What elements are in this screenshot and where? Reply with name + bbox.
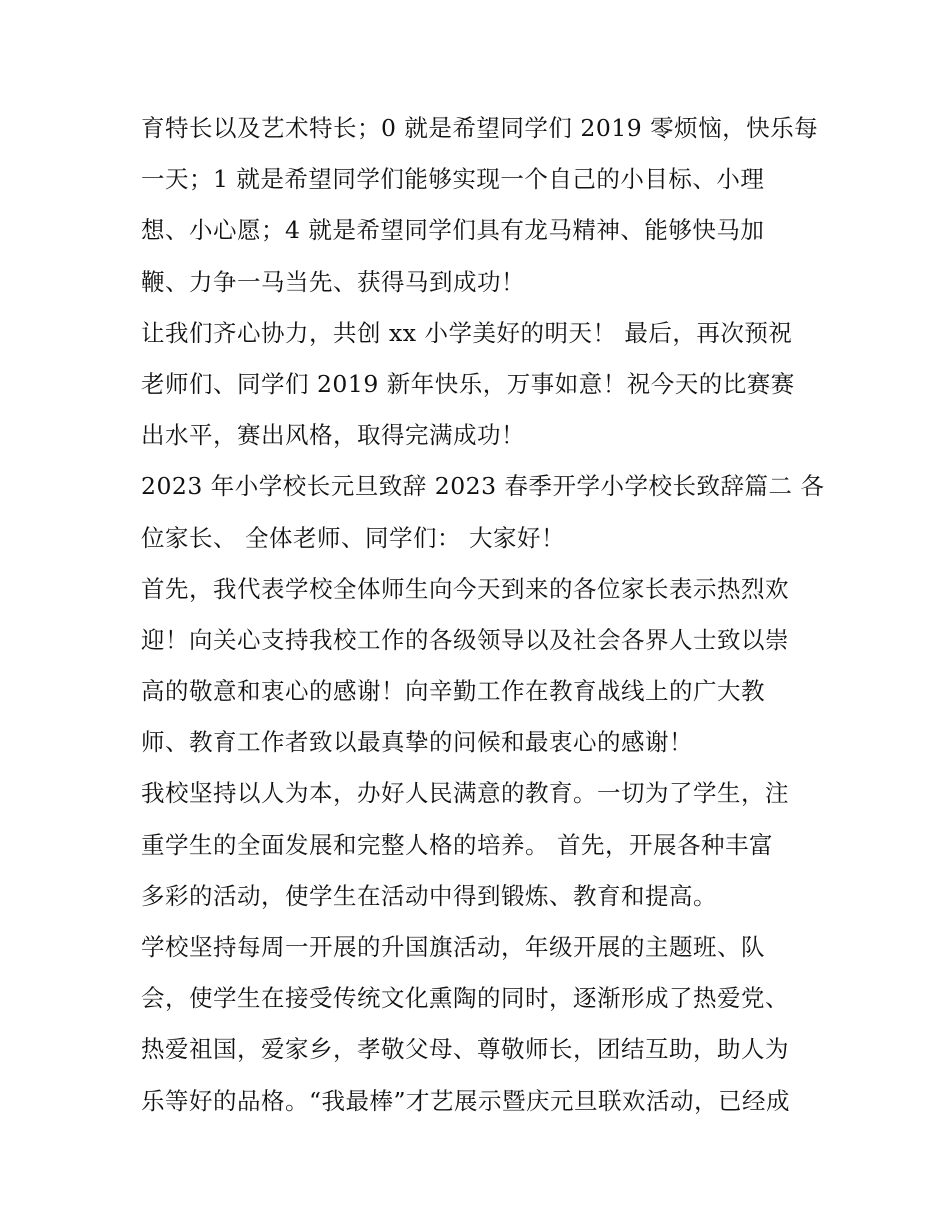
text-line: 乐等好的品格。“我最棒”才艺展示暨庆元旦联欢活动，已经成	[141, 1086, 791, 1115]
text-line: 师、教育工作者致以最真挚的问候和最衷心的感谢！	[141, 728, 693, 757]
text-line: 我校坚持以人为本，办好人民满意的教育。一切为了学生，注	[141, 779, 789, 808]
text-line: 老师们、同学们 2019 新年快乐，万事如意！祝今天的比赛赛	[141, 369, 795, 398]
text-line: 高的敬意和衷心的感谢！向辛勤工作在教育战线上的广大教	[141, 677, 765, 706]
body-text	[141, 103, 825, 1127]
text-line: 迎！向关心支持我校工作的各级领导以及社会各界人士致以崇	[141, 625, 789, 654]
text-line: 热爱祖国，爱家乡，孝敬父母、尊敬师长，团结互助，助人为	[141, 1035, 789, 1064]
text-line: 学校坚持每周一开展的升国旗活动，年级开展的主题班、队	[141, 933, 765, 961]
text-line: 多彩的活动，使学生在活动中得到锻炼、教育和提高。	[141, 881, 717, 910]
text-line: 出水平，赛出风格，取得完满成功！	[141, 421, 525, 450]
text-line: 首先，我代表学校全体师生向今天到来的各位家长表示热烈欢	[141, 574, 789, 603]
text-line: 会，使学生在接受传统文化熏陶的同时，逐渐形成了热爱党、	[141, 984, 789, 1013]
text-line: 重学生的全面发展和完整人格的培养。 首先，开展各种丰富	[141, 830, 773, 859]
text-line: 位家长、 全体老师、同学们： 大家好！	[141, 523, 565, 552]
text-line: 一天；1 就是希望同学们能够实现一个自己的小目标、小理	[141, 165, 765, 194]
text-line: 鞭、力争一马当先、获得马到成功！	[141, 267, 525, 296]
text-line: 2023 年小学校长元旦致辞 2023 春季开学小学校长致辞篇二 各	[141, 472, 825, 501]
text-line: 想、小心愿；4 就是希望同学们具有龙马精神、能够快马加	[141, 216, 765, 245]
text-line: 让我们齐心协力，共创 xx 小学美好的明天！ 最后，再次预祝	[141, 318, 793, 347]
text-line: 育特长以及艺术特长；0 就是希望同学们 2019 零烦恼，快乐每	[141, 114, 819, 142]
